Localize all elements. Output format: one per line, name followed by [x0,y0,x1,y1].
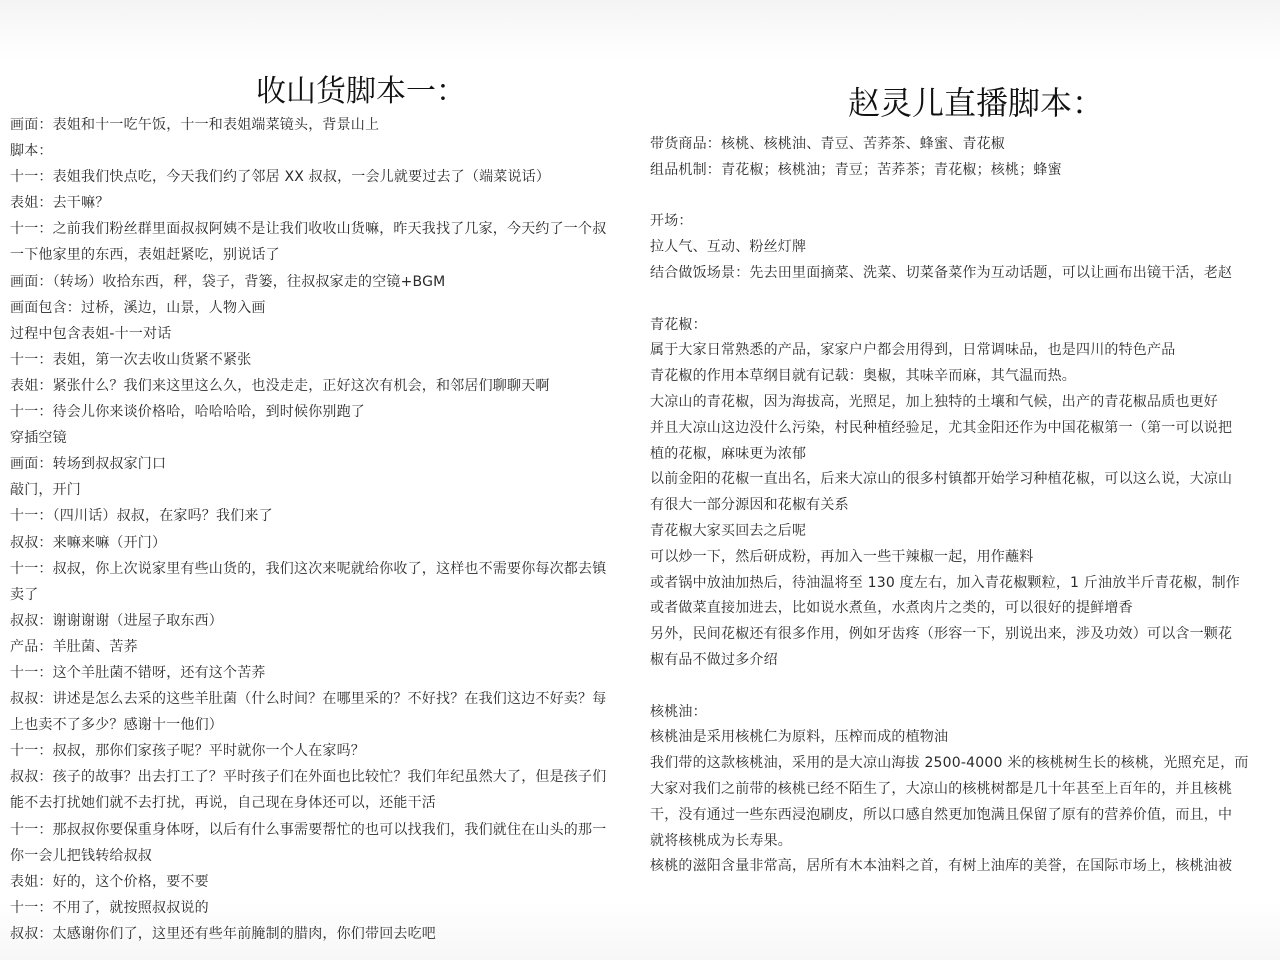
left-script-line: 上也卖不了多少？感谢十一他们） [10,717,223,734]
left-script-line: 十一：之前我们粉丝群里面叔叔阿姨不是让我们收收山货嘛，昨天我找了几家，今天约了一个叔 [10,221,607,238]
left-script-lines [10,112,640,947]
right-script-line: 拉人气、互动、粉丝灯牌 [650,239,807,256]
left-script-line: 你一会儿把钱转给叔叔 [10,847,152,864]
left-script-line: 过程中包含表姐-十一对话 [10,325,172,342]
left-script-line: 叔叔：孩子的故事？出去打工了？平时孩子们在外面也比较忙？我们年纪虽然大了，但是孩子们 [10,769,607,786]
right-script-line: 以前金阳的花椒一直出名，后来大凉山的很多村镇都开始学习种植花椒，可以这么说，大凉山 [650,471,1233,488]
right-script-line: 带货商品：核桃、核桃油、青豆、苦荞茶、蜂蜜、青花椒 [650,136,1005,152]
right-script-line: 青花椒大家买回去之后呢 [650,522,807,539]
left-script-line: 画面包含：过桥，溪边，山景，人物入画 [10,299,266,316]
right-script-line: 干，没有通过一些东西浸泡刷皮，所以口感自然更加饱满且保留了原有的营养价值，而且，中 [650,806,1233,823]
right-script-line: 植的花椒，麻味更为浓郁 [650,445,807,462]
left-script-line: 十一：待会儿你来谈价格哈，哈哈哈哈，到时候你别跑了 [10,404,365,421]
left-script-line: 穿插空镜 [10,430,67,447]
left-script-line: 十一：不用了，就按照叔叔说的 [10,899,209,916]
left-script-line: 一下他家里的东西，表姐赶紧吃，别说话了 [10,247,280,264]
right-script-line: 核桃油： [650,703,707,720]
left-script-line: 叔叔：太感谢你们了，这里还有些年前腌制的腊肉，你们带回去吃吧 [10,925,436,942]
right-script-line: 结合做饭场景：先去田里面摘菜、洗菜、切菜备菜作为互动话题，可以让画布出镜干活，老赵 [650,264,1233,281]
left-script-line: 能不去打扰她们就不去打扰，再说，自己现在身体还可以，还能干活 [10,795,436,812]
left-script-line: 脚本： [10,143,53,160]
left-script-line: 十一：那叔叔你要保重身体呀，以后有什么事需要帮忙的也可以找我们，我们就住在山头的那一 [10,821,607,838]
left-script-line: 产品：羊肚菌、苦荞 [10,638,138,655]
right-script-lines [650,132,1280,880]
right-script-line: 可以炒一下，然后研成粉，再加入一些干辣椒一起，用作蘸料 [650,548,1034,565]
right-script-line: 青花椒： [650,316,707,333]
right-script-line: 或者做菜直接加进去，比如说水煮鱼，水煮肉片之类的，可以很好的提鲜增香 [650,600,1133,617]
right-script-line: 大家对我们之前带的核桃已经不陌生了，大凉山的核桃树都是几十年甚至上百年的，并且核桃 [650,780,1233,797]
left-script-line: 十一：叔叔，你上次说家里有些山货的，我们这次来呢就给你收了，这样也不需要你每次都去镇 [10,560,607,577]
right-script-column [640,0,1280,960]
left-script-line: 叔叔：谢谢谢谢（进屋子取东西） [10,612,223,629]
right-script-line: 我们带的这款核桃油，采用的是大凉山海拔 2500-4000 米的核桃树生长的核桃，光照充足，而 [650,755,1249,772]
right-script-line [650,674,1280,700]
left-script-title: 收山货脚本一： [256,74,466,109]
right-script-line: 核桃的滋阳含量非常高，居所有木本油料之首，有树上油库的美誉，在国际市场上，核桃油被 [650,858,1233,875]
right-script-line: 有很大一部分源因和花椒有关系 [650,497,849,514]
left-script-line: 叔叔：来嘛来嘛（开门） [10,534,167,551]
right-script-line: 另外，民间花椒还有很多作用，例如牙齿疼（形容一下，别说出来，涉及功效）可以含一颗花 [650,626,1233,643]
right-script-line: 属于大家日常熟悉的产品，家家户户都会用得到，日常调味品，也是四川的特色产品 [650,342,1176,359]
right-script-line: 就将核桃成为长寿果。 [650,832,792,849]
right-script-line: 青花椒的作用本草纲目就有记载：奥椒，其味辛而麻，其气温而热。 [650,368,1076,385]
right-script-line: 椒有品不做过多介绍 [650,651,778,668]
right-script-title: 赵灵儿直播脚本： [848,84,1105,122]
right-script-line: 大凉山的青花椒，因为海拔高，光照足，加上独特的土壤和气候，出产的青花椒品质也更好 [650,393,1218,410]
right-script-line [650,184,1280,210]
left-script-line: 表姐：紧张什么？我们来这里这么久，也没走走，正好这次有机会，和邻居们聊聊天啊 [10,377,550,394]
left-script-line: 画面：转场到叔叔家门口 [10,456,167,473]
left-script-line: 十一：这个羊肚菌不错呀，还有这个苦荞 [10,664,266,681]
right-script-line: 开场： [650,213,693,230]
right-script-line: 并且大凉山这边没什么污染，村民种植经验足，尤其金阳还作为中国花椒第一（第一可以说把 [650,419,1233,436]
left-script-line: 十一：表姐，第一次去收山货紧不紧张 [10,351,252,368]
left-script-line: 表姐：去干嘛？ [10,195,110,212]
left-script-line: 敲门，开门 [10,482,81,499]
left-script-line: 十一：表姐我们快点吃，今天我们约了邻居 XX 叔叔，一会儿就要过去了（端菜说话） [10,169,551,186]
left-script-line: 叔叔：讲述是怎么去采的这些羊肚菌（什么时间？在哪里采的？不好找？在我们这边不好卖？每 [10,691,607,708]
left-script-line: 十一：叔叔，那你们家孩子呢？平时就你一个人在家吗？ [10,743,365,760]
right-script-line: 或者锅中放油加热后，待油温将至 130 度左右，加入青花椒颗粒，1 斤油放半斤青花椒，制作 [650,574,1240,591]
right-script-line [650,287,1280,313]
left-script-line: 卖了 [10,586,39,603]
left-script-line: 画面：（转场）收拾东西，秤，袋子，背篓，往叔叔家走的空镜+BGM [10,273,446,290]
right-script-line: 组品机制：青花椒；核桃油；青豆；苦荞茶；青花椒；核桃；蜂蜜 [650,161,1062,178]
left-script-line: 十一：（四川话）叔叔，在家吗？我们来了 [10,508,273,525]
left-script-line: 画面：表姐和十一吃午饭，十一和表姐端菜镜头，背景山上 [10,117,380,133]
right-script-line: 核桃油是采用核桃仁为原料，压榨而成的植物油 [650,729,949,746]
left-script-line: 表姐：好的，这个价格，要不要 [10,873,209,890]
